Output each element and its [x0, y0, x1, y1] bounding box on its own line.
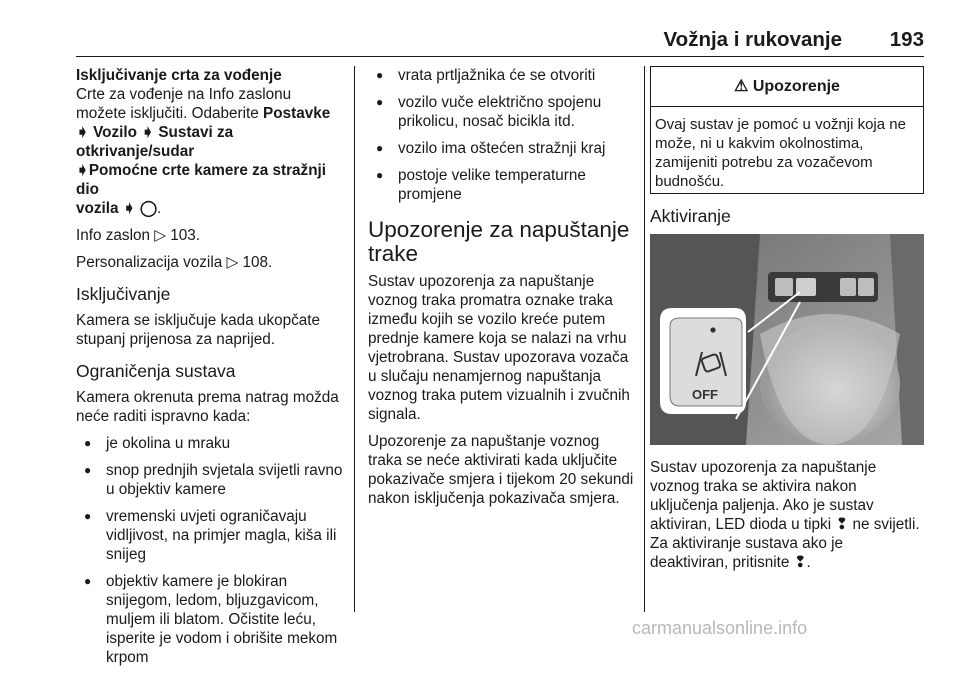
arrow-icon: ➧ [122, 200, 136, 217]
list-item: ● vremenski uvjeti ograničavaju vidljivost, na primjer magla, kiša ili snijeg [76, 507, 346, 564]
warning-triangle-icon: ⚠ [734, 78, 749, 95]
button-off-label: OFF [692, 387, 718, 402]
menu-path-collision: Sustavi za otkrivanje/sudar [76, 124, 234, 160]
list-item: ● snop prednjih svjetala svijetli ravno u objektiv kamere [76, 461, 346, 499]
page-ref-icon: ▷ [226, 254, 239, 271]
watermark: carmanualsonline.info [632, 618, 808, 638]
paragraph-guidelines: Crte za vođenje na Info zaslonu možete isključiti. Odaberite Postavke ➧ Vozilo ➧ Sustavi za otkrivanje/sudar ➧Pomoćne crte kamere za stražnji dio vozila ➧ ◯. [76, 86, 331, 217]
menu-path-vehicle: Vozilo [93, 124, 137, 141]
list-item: ● vozilo ima oštećen stražnji kraj [368, 139, 636, 158]
column-3-text [650, 458, 924, 580]
list-item: ● postoje velike temperaturne promjene [368, 166, 636, 204]
header-rule [76, 56, 924, 57]
page-number: 193 [889, 28, 924, 51]
page-header [76, 22, 924, 62]
list-item: ● vrata prtljažnika će se otvoriti [368, 66, 636, 85]
cross-reference-info-display: Info zaslon ▷ 103. [76, 227, 201, 244]
led-indicator [710, 327, 715, 332]
lane-assist-icon: ❢ [793, 554, 807, 571]
column-1 [76, 66, 346, 675]
warning-box [650, 66, 924, 194]
cross-reference-personalisation: Personalizacija vozila ▷ 108. [76, 254, 273, 271]
column-2 [368, 66, 636, 516]
list-item: ● vozilo vuče električno spojenu prikolicu, nosač bicikla itd. [368, 93, 636, 131]
menu-path-rear-camera: Pomoćne crte kamere za stražnji dio [76, 162, 327, 198]
arrow-icon: ➧ [141, 124, 155, 141]
page-ref-icon: ▷ [154, 227, 166, 244]
arrow-icon: ➧ [76, 124, 89, 141]
toggle-circle-icon: ◯ [139, 200, 157, 217]
column-3-subheading [650, 206, 924, 233]
paragraph-turn-signal: Upozorenje za napuštanje voznog traka se neće aktivirati kada uključite pokazivače smjera i tijekom 20 sekundi nakon isključenja pokazivača smjera. [368, 433, 634, 507]
warning-text: Ovaj sustav je pomoć u vožnji koja ne može, ni u kakvim okolnostima, zamijeniti potrebu za vozačevom budnošću. [655, 116, 906, 190]
switch-button [858, 278, 874, 296]
warning-title: Upozorenje [752, 78, 840, 95]
warning-header [651, 67, 923, 107]
paragraph-lane-departure: Sustav upozorenja za napuštanje voznog traka promatra oznake traka između kojih se vozilo kreće putem prednje kamere koja se nalazi na vrhu vjetrobrana. Sustav upozorava vozača u slučaju nenamjernog napuštanja voznog traka putem vizualnih i zvučnih signala. [368, 273, 630, 423]
switch-button [840, 278, 856, 296]
limitations-list [76, 434, 346, 667]
subheading-guidelines-off: Isključivanje crta za vođenje [76, 67, 282, 84]
menu-path-settings: Postavke [263, 105, 331, 122]
paragraph-deactivation: Kamera se isključuje kada ukopčate stupanj prijenosa za naprijed. [76, 312, 321, 348]
lane-assist-icon: ❢ [835, 516, 849, 533]
switch-button [775, 278, 793, 296]
console-photo [650, 234, 924, 445]
list-item: ● je okolina u mraku [76, 434, 346, 453]
arrow-icon: ➧ [76, 162, 89, 179]
heading-deactivation: Isključivanje [76, 284, 171, 304]
column-divider [644, 66, 645, 612]
heading-activation: Aktiviranje [650, 206, 731, 226]
column-divider [354, 66, 355, 612]
limitations-list-continued [368, 66, 636, 204]
chapter-title: Vožnja i rukovanje [663, 28, 842, 51]
section-heading-lane-departure: Upozorenje za napuštanje trake [368, 217, 630, 266]
list-item: ● objektiv kamere je blokiran snijegom, ledom, bljuzgavicom, muljem ili blatom. Očistite leću, isperite je vodom i obrišite mekom krpom [76, 572, 346, 667]
paragraph-system-limits: Kamera okrenuta prema natrag možda neće raditi ispravno kada: [76, 389, 339, 425]
heading-system-limits: Ograničenja sustava [76, 361, 236, 381]
paragraph-activation: Sustav upozorenja za napuštanje voznog traka se aktivira nakon uključenja paljenja. Ako je sustav aktiviran, LED dioda u tipki ❢ ne svijetli. Za aktiviranje sustava ako je deaktiviran, pritisnite ❢. [650, 459, 920, 571]
console-illustration [650, 234, 924, 445]
